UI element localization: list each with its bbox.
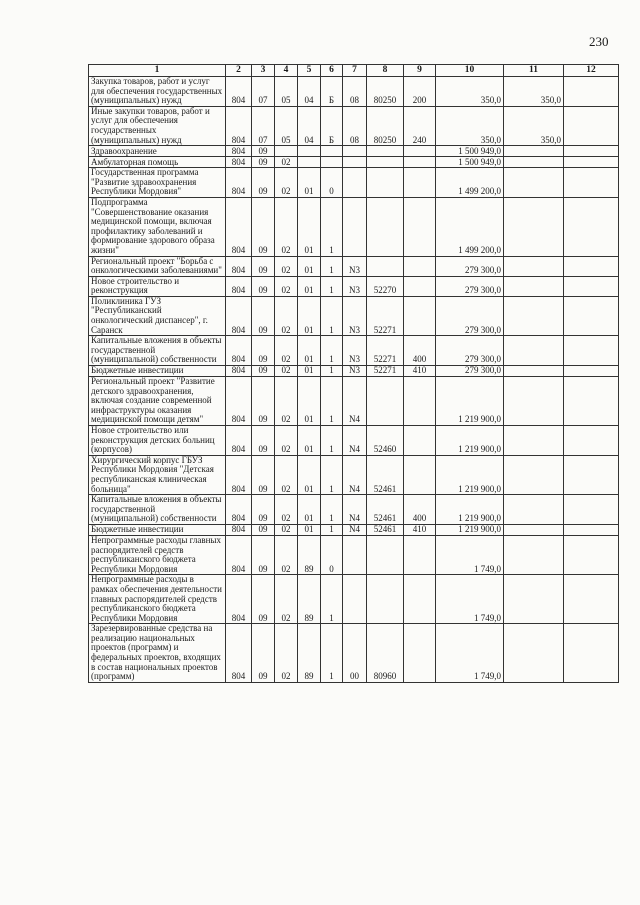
cell-c3: 09 [252, 146, 275, 157]
table-row [89, 624, 619, 683]
column-header: 6 [321, 65, 343, 77]
cell-c9 [404, 624, 436, 683]
cell-c4: 02 [275, 377, 298, 426]
cell-c12 [564, 366, 619, 377]
cell-c12 [564, 336, 619, 366]
cell-c7 [343, 168, 367, 198]
cell-c3: 09 [252, 535, 275, 574]
cell-c11 [504, 146, 564, 157]
table-row [89, 455, 619, 494]
cell-c4: 02 [275, 366, 298, 377]
cell-c7: N3 [343, 366, 367, 377]
cell-c8: 52460 [367, 426, 404, 456]
cell-c6: 1 [321, 377, 343, 426]
column-header: 2 [226, 65, 252, 77]
cell-c3: 09 [252, 524, 275, 535]
cell-c3: 09 [252, 256, 275, 276]
cell-c5: 01 [298, 524, 321, 535]
cell-c10: 1 219 900,0 [436, 377, 504, 426]
cell-c5: 01 [298, 426, 321, 456]
cell-c4: 02 [275, 455, 298, 494]
cell-c10: 279 300,0 [436, 276, 504, 296]
cell-c12 [564, 535, 619, 574]
table-row [89, 168, 619, 198]
row-name-cell: Иные закупки товаров, работ и услуг для обеспечения государственных (муниципальных) нужд [89, 106, 226, 145]
cell-c10: 279 300,0 [436, 366, 504, 377]
row-name-cell: Подпрограмма "Совершенствование оказания медицинской помощи, включая профилактику заболеваний и формирование здорового образа жизни" [89, 197, 226, 256]
cell-c10: 1 500 949,0 [436, 146, 504, 157]
cell-c11 [504, 455, 564, 494]
cell-c11 [504, 197, 564, 256]
cell-c8 [367, 256, 404, 276]
cell-c8: 52270 [367, 276, 404, 296]
cell-c6 [321, 157, 343, 168]
cell-c3: 09 [252, 377, 275, 426]
cell-c2: 804 [226, 455, 252, 494]
cell-c4: 02 [275, 624, 298, 683]
cell-c5: 01 [298, 197, 321, 256]
cell-c12 [564, 197, 619, 256]
cell-c5: 01 [298, 495, 321, 525]
cell-c5: 01 [298, 377, 321, 426]
cell-c4: 02 [275, 524, 298, 535]
cell-c10: 1 749,0 [436, 624, 504, 683]
table-row [89, 495, 619, 525]
cell-c11 [504, 336, 564, 366]
cell-c3: 09 [252, 495, 275, 525]
cell-c3: 09 [252, 624, 275, 683]
cell-c10: 1 499 200,0 [436, 168, 504, 198]
cell-c11 [504, 168, 564, 198]
table-row [89, 524, 619, 535]
cell-c11 [504, 366, 564, 377]
cell-c6: 1 [321, 495, 343, 525]
cell-c12 [564, 495, 619, 525]
cell-c12 [564, 106, 619, 145]
cell-c8: 52461 [367, 495, 404, 525]
cell-c10: 1 749,0 [436, 535, 504, 574]
cell-c2: 804 [226, 575, 252, 624]
column-header: 1 [89, 65, 226, 77]
cell-c6: 1 [321, 575, 343, 624]
cell-c2: 804 [226, 157, 252, 168]
row-name-cell: Капитальные вложения в объекты государственной (муниципальной) собственности [89, 336, 226, 366]
table-row [89, 575, 619, 624]
cell-c9 [404, 575, 436, 624]
cell-c6: 1 [321, 256, 343, 276]
cell-c4: 02 [275, 535, 298, 574]
cell-c3: 09 [252, 575, 275, 624]
cell-c10: 1 499 200,0 [436, 197, 504, 256]
cell-c5: 04 [298, 106, 321, 145]
table-row [89, 535, 619, 574]
row-name-cell: Бюджетные инвестиции [89, 524, 226, 535]
table-row [89, 336, 619, 366]
cell-c10: 1 219 900,0 [436, 426, 504, 456]
row-name-cell: Хирургический корпус ГБУЗ Республики Мордовия "Детская республиканская клиническая больница" [89, 455, 226, 494]
cell-c7: N4 [343, 377, 367, 426]
cell-c6: 1 [321, 197, 343, 256]
cell-c9 [404, 197, 436, 256]
table-row [89, 106, 619, 145]
cell-c3: 07 [252, 77, 275, 107]
cell-c8: 80250 [367, 106, 404, 145]
cell-c6: 1 [321, 624, 343, 683]
cell-c10: 1 219 900,0 [436, 455, 504, 494]
cell-c12 [564, 157, 619, 168]
cell-c11 [504, 256, 564, 276]
cell-c7: N4 [343, 495, 367, 525]
cell-c2: 804 [226, 256, 252, 276]
cell-c9 [404, 426, 436, 456]
header-row [89, 65, 619, 77]
cell-c7: 00 [343, 624, 367, 683]
cell-c2: 804 [226, 77, 252, 107]
cell-c4: 05 [275, 77, 298, 107]
cell-c9 [404, 276, 436, 296]
column-header: 12 [564, 65, 619, 77]
cell-c10: 1 219 900,0 [436, 495, 504, 525]
cell-c8 [367, 197, 404, 256]
cell-c5: 04 [298, 77, 321, 107]
cell-c2: 804 [226, 524, 252, 535]
cell-c11 [504, 276, 564, 296]
cell-c8: 52271 [367, 336, 404, 366]
cell-c8: 52271 [367, 296, 404, 335]
cell-c8: 52461 [367, 455, 404, 494]
cell-c5: 01 [298, 296, 321, 335]
cell-c4: 02 [275, 276, 298, 296]
cell-c2: 804 [226, 276, 252, 296]
cell-c3: 09 [252, 276, 275, 296]
cell-c6: 1 [321, 336, 343, 366]
cell-c9: 240 [404, 106, 436, 145]
cell-c3: 09 [252, 168, 275, 198]
column-header: 7 [343, 65, 367, 77]
cell-c5: 01 [298, 455, 321, 494]
cell-c10: 279 300,0 [436, 256, 504, 276]
cell-c6: 1 [321, 276, 343, 296]
cell-c2: 804 [226, 535, 252, 574]
cell-c9 [404, 168, 436, 198]
cell-c7 [343, 157, 367, 168]
cell-c8 [367, 168, 404, 198]
cell-c7 [343, 575, 367, 624]
table-row [89, 276, 619, 296]
row-name-cell: Здравоохранение [89, 146, 226, 157]
cell-c7: N4 [343, 524, 367, 535]
cell-c4 [275, 146, 298, 157]
cell-c2: 804 [226, 426, 252, 456]
cell-c7: N4 [343, 426, 367, 456]
cell-c5: 01 [298, 366, 321, 377]
cell-c3: 09 [252, 197, 275, 256]
cell-c11 [504, 426, 564, 456]
row-name-cell: Региональный проект "Развитие детского здравоохранения, включая создание современной инфраструктуры оказания медицинской помощи детям" [89, 377, 226, 426]
cell-c8 [367, 146, 404, 157]
cell-c9 [404, 455, 436, 494]
cell-c12 [564, 256, 619, 276]
cell-c4: 02 [275, 495, 298, 525]
row-name-cell: Зарезервированные средства на реализацию национальных проектов (программ) и федеральных проектов, входящих в состав национальных проектов (программ) [89, 624, 226, 683]
cell-c9 [404, 157, 436, 168]
cell-c5: 89 [298, 575, 321, 624]
row-name-cell: Новое строительство и реконструкция [89, 276, 226, 296]
cell-c5: 01 [298, 256, 321, 276]
cell-c2: 804 [226, 366, 252, 377]
table-row [89, 256, 619, 276]
table-row [89, 377, 619, 426]
cell-c10: 1 749,0 [436, 575, 504, 624]
cell-c3: 09 [252, 296, 275, 335]
cell-c5 [298, 157, 321, 168]
cell-c10: 279 300,0 [436, 336, 504, 366]
cell-c11 [504, 624, 564, 683]
cell-c6: 1 [321, 524, 343, 535]
cell-c5: 89 [298, 624, 321, 683]
cell-c12 [564, 624, 619, 683]
cell-c7: N4 [343, 455, 367, 494]
row-name-cell: Закупка товаров, работ и услуг для обеспечения государственных (муниципальных) нужд [89, 77, 226, 107]
row-name-cell: Непрограммные расходы главных распорядителей средств республиканского бюджета Республики Мордовия [89, 535, 226, 574]
cell-c12 [564, 276, 619, 296]
column-header: 9 [404, 65, 436, 77]
cell-c5: 01 [298, 336, 321, 366]
cell-c8 [367, 157, 404, 168]
cell-c10: 1 500 949,0 [436, 157, 504, 168]
cell-c6: 0 [321, 168, 343, 198]
cell-c4: 02 [275, 256, 298, 276]
cell-c9: 200 [404, 77, 436, 107]
cell-c2: 804 [226, 296, 252, 335]
cell-c8: 80250 [367, 77, 404, 107]
table-row [89, 197, 619, 256]
cell-c10: 350,0 [436, 106, 504, 145]
cell-c11 [504, 524, 564, 535]
row-name-cell: Амбулаторная помощь [89, 157, 226, 168]
cell-c7 [343, 146, 367, 157]
cell-c2: 804 [226, 168, 252, 198]
cell-c4: 02 [275, 336, 298, 366]
cell-c12 [564, 575, 619, 624]
cell-c12 [564, 296, 619, 335]
cell-c7: N3 [343, 276, 367, 296]
cell-c6: Б [321, 106, 343, 145]
cell-c4: 02 [275, 168, 298, 198]
cell-c12 [564, 426, 619, 456]
cell-c7: N3 [343, 296, 367, 335]
cell-c5 [298, 146, 321, 157]
cell-c10: 350,0 [436, 77, 504, 107]
cell-c8: 52461 [367, 524, 404, 535]
cell-c11 [504, 575, 564, 624]
cell-c3: 07 [252, 106, 275, 145]
cell-c6: Б [321, 77, 343, 107]
cell-c5: 89 [298, 535, 321, 574]
cell-c11 [504, 157, 564, 168]
table-row [89, 426, 619, 456]
cell-c7 [343, 197, 367, 256]
cell-c11: 350,0 [504, 106, 564, 145]
cell-c6: 1 [321, 366, 343, 377]
cell-c6: 0 [321, 535, 343, 574]
cell-c9: 410 [404, 366, 436, 377]
column-header: 3 [252, 65, 275, 77]
cell-c8: 52271 [367, 366, 404, 377]
cell-c4: 02 [275, 296, 298, 335]
cell-c3: 09 [252, 336, 275, 366]
cell-c10: 279 300,0 [436, 296, 504, 335]
cell-c12 [564, 77, 619, 107]
cell-c6: 1 [321, 296, 343, 335]
row-name-cell: Государственная программа "Развитие здравоохранения Республики Мордовия" [89, 168, 226, 198]
row-name-cell: Бюджетные инвестиции [89, 366, 226, 377]
cell-c11 [504, 495, 564, 525]
cell-c9 [404, 256, 436, 276]
cell-c9: 410 [404, 524, 436, 535]
cell-c10: 1 219 900,0 [436, 524, 504, 535]
cell-c2: 804 [226, 106, 252, 145]
cell-c4: 02 [275, 197, 298, 256]
cell-c8 [367, 377, 404, 426]
cell-c6: 1 [321, 455, 343, 494]
cell-c9 [404, 296, 436, 335]
cell-c8 [367, 575, 404, 624]
cell-c2: 804 [226, 336, 252, 366]
cell-c3: 09 [252, 366, 275, 377]
cell-c3: 09 [252, 157, 275, 168]
cell-c3: 09 [252, 455, 275, 494]
row-name-cell: Новое строительство или реконструкция детских больниц (корпусов) [89, 426, 226, 456]
table-row [89, 146, 619, 157]
cell-c11: 350,0 [504, 77, 564, 107]
cell-c4: 05 [275, 106, 298, 145]
column-header: 5 [298, 65, 321, 77]
cell-c7: N3 [343, 336, 367, 366]
cell-c11 [504, 377, 564, 426]
cell-c12 [564, 377, 619, 426]
cell-c11 [504, 535, 564, 574]
cell-c7 [343, 535, 367, 574]
row-name-cell: Капитальные вложения в объекты государственной (муниципальной) собственности [89, 495, 226, 525]
column-header: 11 [504, 65, 564, 77]
cell-c8 [367, 535, 404, 574]
cell-c9 [404, 535, 436, 574]
cell-c5: 01 [298, 168, 321, 198]
column-header: 10 [436, 65, 504, 77]
cell-c9: 400 [404, 336, 436, 366]
table-row [89, 77, 619, 107]
cell-c8: 80960 [367, 624, 404, 683]
cell-c2: 804 [226, 146, 252, 157]
cell-c7: 08 [343, 77, 367, 107]
table-row [89, 157, 619, 168]
cell-c12 [564, 455, 619, 494]
cell-c12 [564, 168, 619, 198]
cell-c9: 400 [404, 495, 436, 525]
cell-c4: 02 [275, 575, 298, 624]
page-number: 230 [589, 34, 609, 49]
row-name-cell: Поликлиника ГУЗ "Республиканский онкологический диспансер", г. Саранск [89, 296, 226, 335]
cell-c2: 804 [226, 624, 252, 683]
row-name-cell: Непрограммные расходы в рамках обеспечения деятельности главных распорядителей средств республиканского бюджета Республики Мордовия [89, 575, 226, 624]
cell-c12 [564, 524, 619, 535]
row-name-cell: Региональный проект "Борьба с онкологическими заболеваниями" [89, 256, 226, 276]
column-header: 8 [367, 65, 404, 77]
column-header: 4 [275, 65, 298, 77]
cell-c5: 01 [298, 276, 321, 296]
cell-c6 [321, 146, 343, 157]
cell-c12 [564, 146, 619, 157]
cell-c9 [404, 146, 436, 157]
cell-c7: 08 [343, 106, 367, 145]
cell-c2: 804 [226, 377, 252, 426]
cell-c4: 02 [275, 157, 298, 168]
cell-c3: 09 [252, 426, 275, 456]
cell-c4: 02 [275, 426, 298, 456]
cell-c2: 804 [226, 197, 252, 256]
cell-c11 [504, 296, 564, 335]
table-row [89, 366, 619, 377]
cell-c9 [404, 377, 436, 426]
cell-c2: 804 [226, 495, 252, 525]
cell-c7: N3 [343, 256, 367, 276]
budget-table [88, 64, 619, 683]
cell-c6: 1 [321, 426, 343, 456]
table-row [89, 296, 619, 335]
